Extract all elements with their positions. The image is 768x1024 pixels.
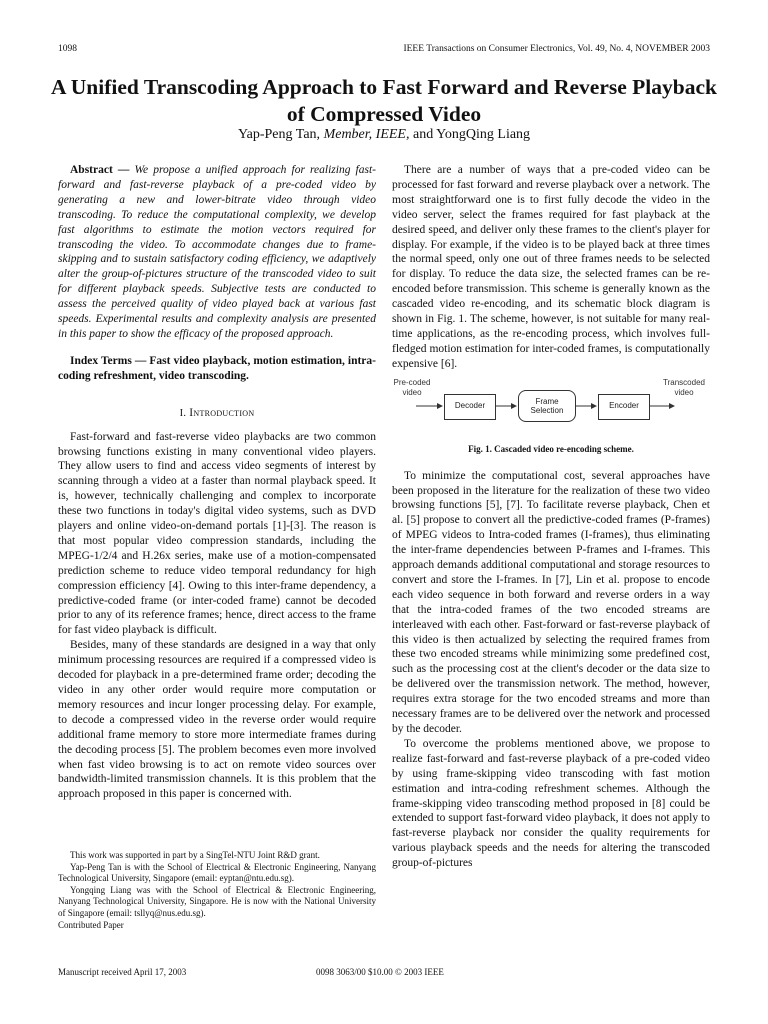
figure-1-diagram [392, 378, 710, 438]
input-label: Pre-coded video [393, 377, 431, 397]
journal-citation: IEEE Transactions on Consumer Electronics, Vol. 49, No. 4, NOVEMBER 2003 [403, 44, 710, 54]
intro-paragraph-2: Besides, many of these standards are designed in a way that only minimum processing resources are required if a compressed video is decoded for playback in a pre-determined frame order; decoding the video in any other order would require more computation or memory resources and incur longer processing delay. For example, to decode a compressed video in the reverse order would require additional frame memory to store more intermediate frames during the decoding process [5]. The problem becomes even more involved when fast video browsing is to act on remote video sources over bandwidth-limited transmission channels. It is this problem that the approach proposed in this paper is concerned with. [58, 639, 376, 801]
manuscript-received: Manuscript received April 17, 2003 [58, 967, 187, 977]
abstract [58, 163, 376, 342]
frame-selection-block: Frame Selection [518, 390, 576, 422]
encoder-block: Encoder [598, 394, 650, 420]
footnote-author-1: Yap-Peng Tan is with the School of Electrical & Electronic Engineering, Nanyang Technological University, Singapore (email: eyptan@ntu.edu.sg). [58, 861, 376, 884]
footnote-author-2: Yongqing Liang was with the School of Electrical & Electronic Engineering, Nanyang Technological University, Singapore. He is now with the National University of Singapore (email: tsllyq@nus.edu.sg). [58, 884, 376, 918]
right-paragraph-2: To minimize the computational cost, several approaches have been proposed in the literature for the realization of these two video browsing functions [5], [7]. To facilitate reverse playback, Chen et al. [5] propose to convert all the predictive-coded frames (P-frames) of MPEG videos to Intra-coded frames (I-frames), thus eliminating the inter-frame dependencies between P-frames and I-frames. This approach demands additional computational and storage resources to convert and store the I-frames. In [7], Lin et al. propose to encode each video sequence in both forward and reverse orders in a way that the intra-coded frames of the two encoded streams are interleaved with each other. Fast-forward or fast-reverse playback of this video is then actualized by selecting the required frames from these two encoded streams while minimizing some predefined cost, such as the processing cost at the client's decoder or the data size to be delivered over the transmission network. The method, however, requires extra storage for the two encoded streams and more than necessary frames are to be delivered over the network and processed by the decoder. [392, 469, 710, 735]
copyright-notice: 0098 3063/00 $10.00 © 2003 IEEE [316, 967, 444, 977]
footnote-funding: This work was supported in part by a SingTel-NTU Joint R&D grant. [70, 850, 320, 860]
abstract-label: Abstract — [70, 164, 130, 176]
page-number: 1098 [58, 44, 77, 54]
footnote-contributed: Contributed Paper [58, 919, 124, 930]
intro-paragraph-1: Fast-forward and fast-reverse video playbacks are two common browsing functions existing in many conventional video players. They allow users to find and access video segments of interest by scanning through a video at a faster than normal playback speed. It is, however, technically challenging and complex to incorporate these two functions in today's digital video systems, such as DVD players and online video-on-demand portals [1]-[3]. The reason is that most popular video compression standards, including the MPEG-1/2/4 and H.26x series, make use of a motion-compensated prediction scheme to reduce video temporal redundancy for high compression efficiency [4]. Owing to this inter-frame dependency, a predictive-coded frame (or inter-coded frame) cannot be decoded prior to any of its reference frames; hence, direct access to the frame for fast video playback is difficult. [58, 430, 376, 637]
decoder-block: Decoder [444, 394, 496, 420]
running-header [58, 44, 710, 58]
index-terms: Index Terms — Fast video playback, motion estimation, intra-coding refreshment, video transcoding. [58, 354, 376, 382]
abstract-text: We propose a unified approach for realizing fast-forward and fast-reverse playback of a pre-coded video by generating a new and lower-bitrate video through video transcoding. To reduce the computational complexity, we develop fast algorithms to estimate the motion vectors required for transcoding the video. To accommodate changes due to frame-skipping and to sustain satisfactory coding efficiency, we adaptively alter the group-of-pictures structure of the transcoded video to suit for different playback speeds. Subjective tests are conducted to assess the perceived quality of video played back at various fast speeds. Experimental results and complexity analysis are presented in this paper to show the efficacy of the proposed approach. [58, 164, 376, 340]
right-paragraph-3: To overcome the problems mentioned above, we propose to realize fast-forward and fast-reverse playback of a pre-coded video by using frame-skipping video transcoding with fast motion estimation and intra-coding refreshment schemes. Although the frame-skipping video transcoding method proposed in [8] could be extended to support fast-forward video playback, it does not apply to fast-reverse playback nor consider the quality requirements for various playback speeds and the needs for altering the transcoded group-of-pictures [392, 737, 710, 870]
author-1-role: Member, IEEE, [320, 127, 410, 142]
right-column [392, 163, 710, 871]
figure-1-caption: Fig. 1. Cascaded video re-encoding scheme. [468, 443, 634, 454]
author-rest: and YongQing Liang [409, 127, 531, 142]
bottom-line [58, 967, 710, 977]
right-paragraph-1: There are a number of ways that a pre-coded video can be processed for fast forward and reverse playback over a network. The most straightforward one is to first fully decode the video in the video server, select the frames required for fast playback at the desired speed, and deliver only these frames to the client's player for display. For example, if the video is to be played back at three times the normal speed, only one out of three frames needs to be selected for display. To reduce the data size, the selected frames can be re-encoded before transmission. This scheme is generally known as the cascaded video re-encoding, and its schematic block diagram is shown in Fig. 1. The scheme, however, is not suitable for many real-time applications, as the re-encoding process, which involves full-fledged motion estimation for inter-coded frames, is computationally expensive [6]. [392, 164, 710, 370]
left-column [58, 163, 376, 802]
author-1: Yap-Peng Tan, [237, 127, 321, 142]
author-line [40, 127, 728, 143]
section-numeral: I. [179, 407, 187, 419]
footnotes [58, 850, 376, 931]
output-label: Transcoded video [663, 377, 705, 397]
section-heading [58, 406, 376, 422]
paper-title: A Unified Transcoding Approach to Fast Forward and Reverse Playback of Compressed Video [51, 75, 717, 126]
section-title: Introduction [189, 406, 255, 419]
